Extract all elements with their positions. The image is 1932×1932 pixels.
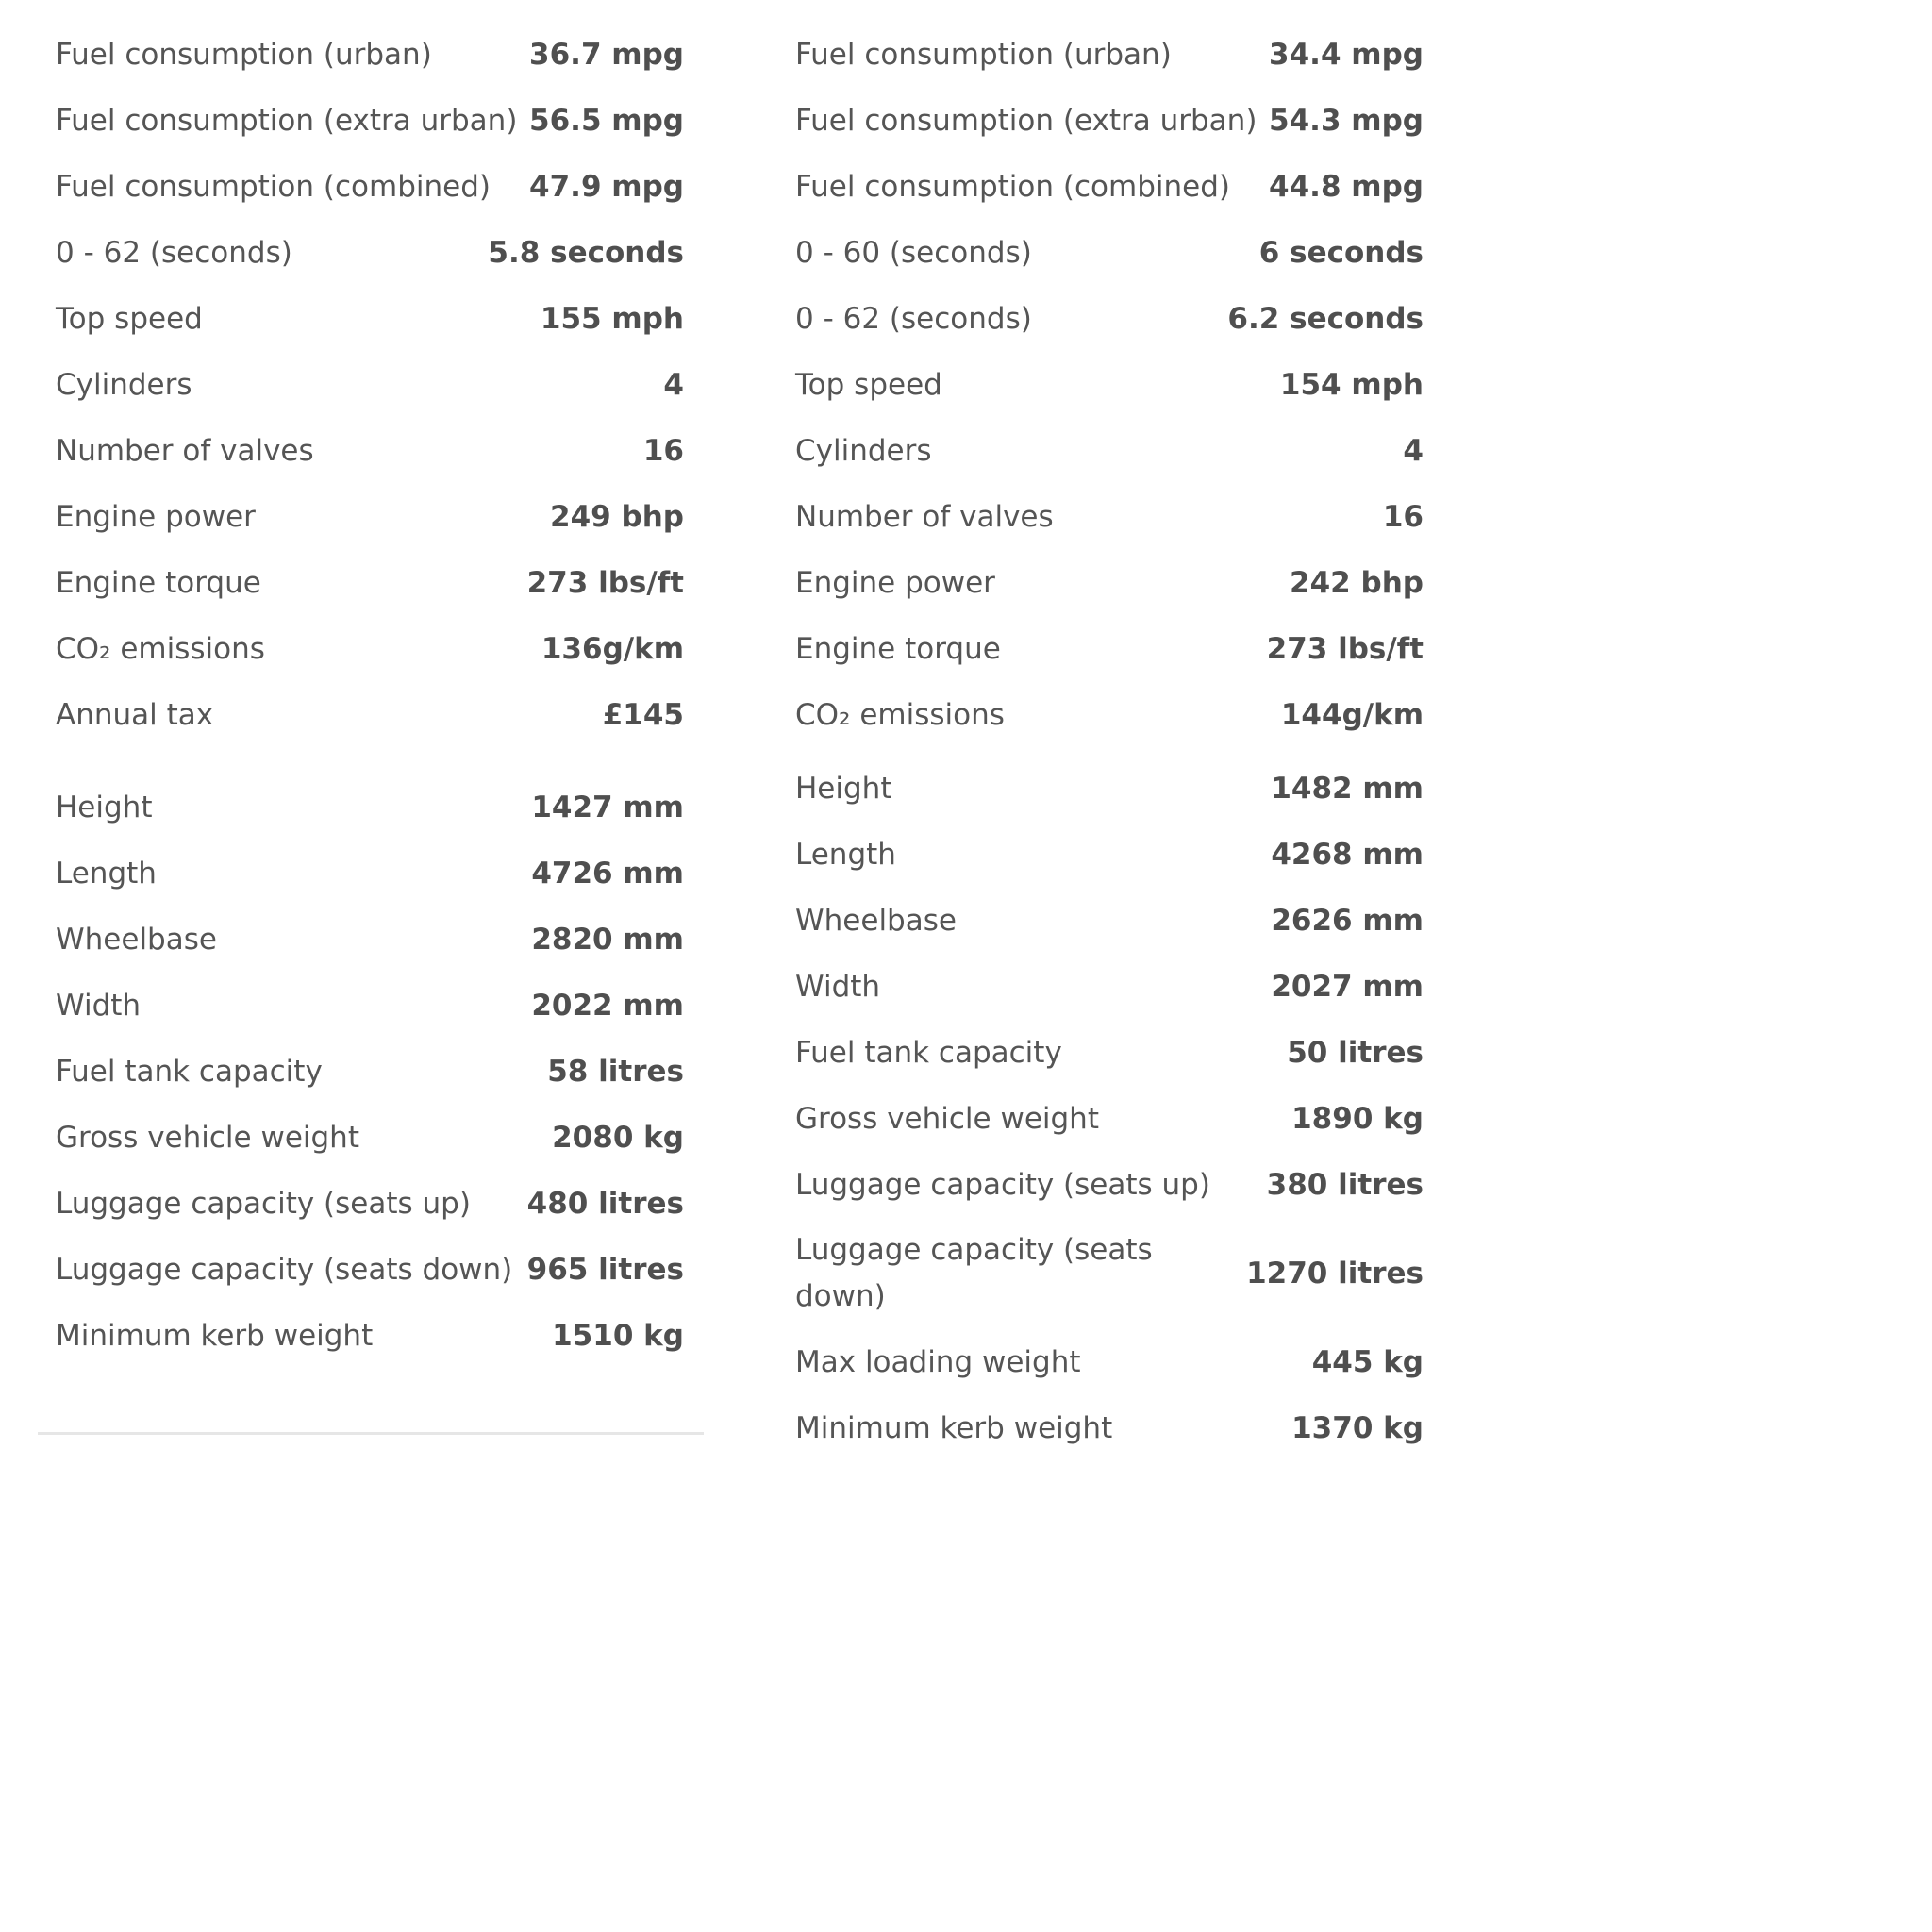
spec-row — [56, 616, 684, 682]
spec-row — [795, 550, 1424, 616]
spec-value: 16 — [642, 433, 684, 468]
spec-row — [795, 954, 1424, 1020]
spec-value: 6.2 seconds — [1227, 301, 1424, 336]
spec-label: 0 - 60 (seconds) — [795, 235, 1032, 270]
spec-row — [56, 841, 684, 907]
spec-row — [795, 822, 1424, 888]
spec-value: 1890 kg — [1291, 1101, 1424, 1136]
spec-label: Length — [56, 856, 157, 891]
spec-label: Luggage capacity (seats up) — [56, 1186, 471, 1221]
spec-label: Top speed — [56, 301, 203, 336]
spec-label: Height — [56, 790, 153, 824]
spec-row — [795, 484, 1424, 550]
spec-label: Fuel consumption (combined) — [56, 169, 491, 204]
spec-label: Gross vehicle weight — [795, 1101, 1099, 1136]
spec-label: Annual tax — [56, 697, 214, 732]
spec-value: 1427 mm — [531, 790, 684, 824]
spec-value: 136g/km — [541, 631, 684, 666]
spec-label: Luggage capacity (seats up) — [795, 1167, 1210, 1202]
spec-label: Fuel tank capacity — [795, 1035, 1062, 1070]
spec-row — [795, 1329, 1424, 1395]
spec-value: 445 kg — [1311, 1344, 1424, 1379]
spec-row — [56, 973, 684, 1039]
spec-row — [56, 682, 684, 748]
spec-value: 1482 mm — [1271, 771, 1424, 806]
spec-value: 2022 mm — [531, 988, 684, 1023]
spec-row — [795, 1218, 1424, 1329]
spec-row — [56, 88, 684, 154]
left-spec-column — [56, 22, 684, 1369]
spec-label: Width — [795, 969, 881, 1004]
section-gap — [795, 748, 1424, 756]
spec-row — [56, 1171, 684, 1237]
spec-value: 273 lbs/ft — [526, 565, 684, 600]
spec-label: Max loading weight — [795, 1344, 1081, 1379]
spec-row — [56, 220, 684, 286]
spec-value: 56.5 mpg — [529, 103, 684, 138]
spec-value: 50 litres — [1287, 1035, 1424, 1070]
spec-row — [56, 484, 684, 550]
spec-row — [795, 1152, 1424, 1218]
spec-value: 249 bhp — [550, 499, 684, 534]
spec-row — [56, 1105, 684, 1171]
spec-row — [795, 220, 1424, 286]
spec-label: Engine power — [56, 499, 256, 534]
spec-label: Fuel consumption (urban) — [56, 37, 432, 72]
spec-value: 154 mph — [1279, 367, 1424, 402]
spec-label: Width — [56, 988, 142, 1023]
spec-label: CO₂ emissions — [795, 697, 1005, 732]
spec-row — [56, 774, 684, 841]
spec-label: Luggage capacity (seats down) — [56, 1252, 513, 1287]
spec-row — [56, 1303, 684, 1369]
left-dimension-specs — [56, 774, 684, 1369]
spec-row — [795, 616, 1424, 682]
spec-value: 273 lbs/ft — [1266, 631, 1424, 666]
spec-label: Number of valves — [795, 499, 1054, 534]
spec-value: 1510 kg — [552, 1318, 684, 1353]
spec-value: 380 litres — [1266, 1167, 1424, 1202]
spec-value: £145 — [602, 697, 684, 732]
spec-label: Fuel tank capacity — [56, 1054, 323, 1089]
spec-row — [56, 286, 684, 352]
spec-label: Fuel consumption (extra urban) — [795, 103, 1257, 138]
spec-value: 4 — [1403, 433, 1424, 468]
spec-row — [56, 550, 684, 616]
spec-label: Fuel consumption (extra urban) — [56, 103, 518, 138]
right-spec-column — [795, 22, 1424, 1461]
spec-label: Fuel consumption (combined) — [795, 169, 1230, 204]
spec-label: Height — [795, 771, 892, 806]
spec-value: 155 mph — [540, 301, 684, 336]
spec-row — [795, 352, 1424, 418]
spec-row — [795, 418, 1424, 484]
spec-row — [56, 907, 684, 973]
spec-row — [56, 418, 684, 484]
spec-label: Engine power — [795, 565, 995, 600]
spec-row — [795, 1086, 1424, 1152]
spec-label: Wheelbase — [56, 922, 217, 957]
spec-row — [795, 286, 1424, 352]
spec-row — [795, 682, 1424, 748]
spec-value: 144g/km — [1280, 697, 1424, 732]
spec-label: Cylinders — [56, 367, 192, 402]
spec-row — [795, 888, 1424, 954]
spec-value: 58 litres — [547, 1054, 684, 1089]
spec-label: Gross vehicle weight — [56, 1120, 359, 1155]
spec-value: 2080 kg — [552, 1120, 684, 1155]
spec-value: 1370 kg — [1291, 1410, 1424, 1445]
spec-value: 36.7 mpg — [529, 37, 684, 72]
spec-value: 242 bhp — [1290, 565, 1424, 600]
spec-label: Minimum kerb weight — [56, 1318, 374, 1353]
spec-value: 5.8 seconds — [488, 235, 684, 270]
left-performance-specs — [56, 22, 684, 748]
spec-label: 0 - 62 (seconds) — [56, 235, 292, 270]
spec-value: 4 — [663, 367, 684, 402]
spec-row — [795, 756, 1424, 822]
spec-label: Fuel consumption (urban) — [795, 37, 1172, 72]
spec-value: 4726 mm — [531, 856, 684, 891]
spec-row — [795, 88, 1424, 154]
spec-value: 44.8 mpg — [1269, 169, 1424, 204]
right-performance-specs — [795, 22, 1424, 748]
spec-label: Engine torque — [795, 631, 1001, 666]
spec-label: CO₂ emissions — [56, 631, 265, 666]
spec-label: Top speed — [795, 367, 942, 402]
spec-value: 4268 mm — [1271, 837, 1424, 872]
spec-label: Luggage capacity (seats down) — [795, 1233, 1153, 1313]
spec-row — [795, 154, 1424, 220]
section-divider — [38, 1432, 704, 1435]
spec-value: 2820 mm — [531, 922, 684, 957]
spec-label: Number of valves — [56, 433, 314, 468]
spec-row — [795, 22, 1424, 88]
section-gap — [56, 748, 684, 774]
spec-value: 2027 mm — [1271, 969, 1424, 1004]
spec-value: 6 seconds — [1258, 235, 1424, 270]
spec-row — [56, 1237, 684, 1303]
spec-value: 16 — [1382, 499, 1424, 534]
right-dimension-specs — [795, 756, 1424, 1461]
spec-value: 2626 mm — [1271, 903, 1424, 938]
spec-row — [795, 1020, 1424, 1086]
spec-label: Length — [795, 837, 896, 872]
spec-row — [56, 22, 684, 88]
spec-label: Wheelbase — [795, 903, 957, 938]
spec-value: 1270 litres — [1246, 1256, 1424, 1291]
spec-value: 34.4 mpg — [1269, 37, 1424, 72]
spec-value: 965 litres — [526, 1252, 684, 1287]
spec-value: 54.3 mpg — [1269, 103, 1424, 138]
spec-row — [56, 352, 684, 418]
spec-label: Minimum kerb weight — [795, 1410, 1113, 1445]
spec-value: 480 litres — [526, 1186, 684, 1221]
spec-row — [56, 154, 684, 220]
spec-label: 0 - 62 (seconds) — [795, 301, 1032, 336]
spec-row — [56, 1039, 684, 1105]
spec-row — [795, 1395, 1424, 1461]
spec-label: Engine torque — [56, 565, 261, 600]
spec-label: Cylinders — [795, 433, 932, 468]
spec-value: 47.9 mpg — [529, 169, 684, 204]
